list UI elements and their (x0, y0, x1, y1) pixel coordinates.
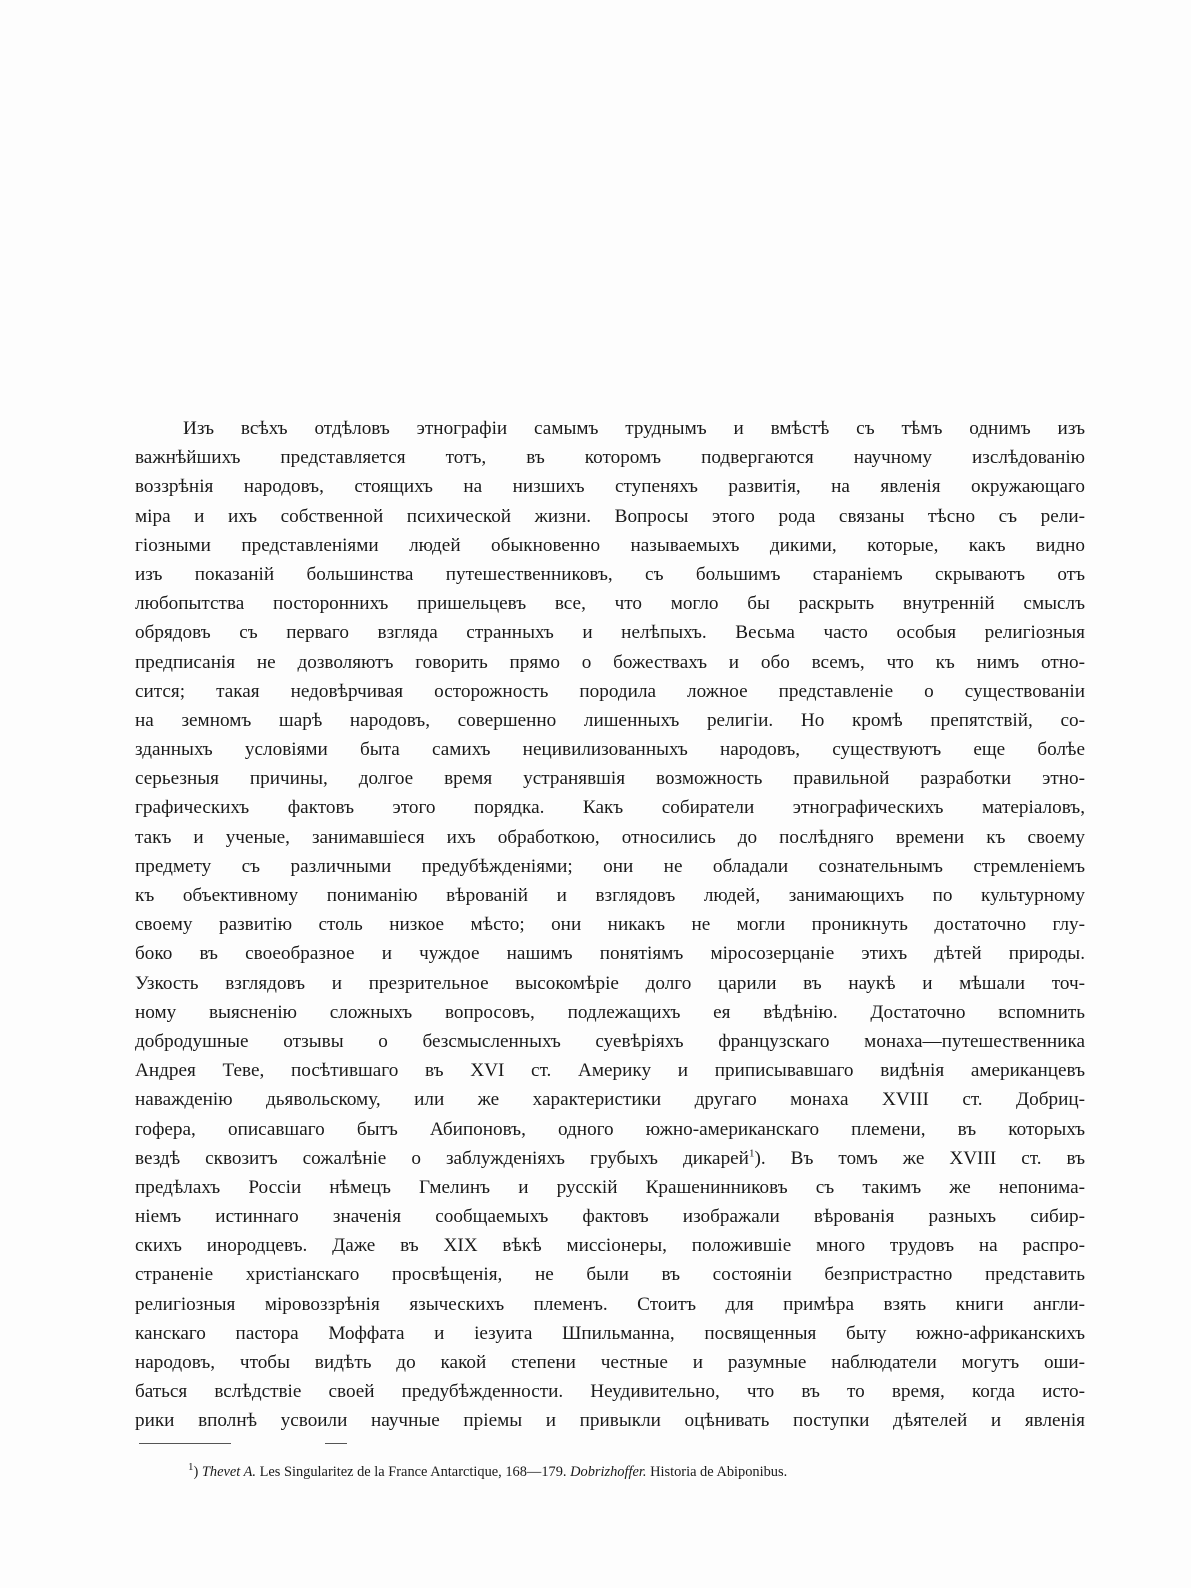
text-line: важнѣйшихъ представляется тотъ, въ которомъ подвергаются научному изслѣдованію (135, 447, 1085, 469)
footnote-author: Dobrizhoffer. (570, 1464, 647, 1480)
text-line: на земномъ шарѣ народовъ, совершенно лишенныхъ религіи. Но кромѣ препятствій, со- (135, 709, 1085, 731)
text-line: обрядовъ съ перваго взгляда странныхъ и нелѣпыхъ. Весьма часто особыя религіозныя (135, 622, 1085, 644)
footnote-work: Les Singularitez de la France Antarctique, 168—179. (259, 1464, 567, 1480)
footnote-ref[interactable]: 1 (748, 1147, 755, 1160)
text-line: рики вполнѣ усвоили научные пріемы и привыкли оцѣнивать поступки дѣятелей и явленія (135, 1410, 1085, 1432)
text-line: сится; такая недовѣрчивая осторожность породила ложное представленіе о существованіи (135, 680, 1085, 702)
footnote: $^1$) Thevet A. Les Singularitez de la France Antarctique, 168—179. Dobrizhoffer. Historia de Abiponibus. (188, 1461, 788, 1480)
text-line: наважденію дьявольскому, или же характеристики другаго монаха XVIII ст. Добриц- (135, 1089, 1085, 1111)
text-line: Узкость взглядовъ и презрительное высокомѣріе долго царили въ наукѣ и мѣшали точ- (135, 972, 1085, 994)
text-line: изъ показаній большинства путешественниковъ, съ большимъ стараніемъ скрываютъ отъ (135, 563, 1085, 585)
text-line-with-note (135, 1144, 1085, 1173)
text-line: гофера, описавшаго бытъ Абипоновъ, одного южно-американскаго племени, въ которыхъ (135, 1118, 1085, 1140)
footnote-divider (325, 1443, 347, 1444)
text-fragment: ). Въ томъ же XVIII ст. въ (754, 1147, 1085, 1169)
text-line: скихъ инородцевъ. Даже въ XIX вѣкѣ миссіонеры, положившіе много трудовъ на распро- (135, 1235, 1085, 1257)
text-line: такъ и ученые, занимавшіеся ихъ обработкою, относились до послѣдняго времени къ своему (135, 826, 1085, 848)
text-line: зданныхъ условіями быта самихъ нецивилизованныхъ народовъ, существуютъ еще болѣе (135, 739, 1085, 761)
footnote-author: Thevet A. (201, 1464, 256, 1480)
footnote-work: Historia de Abiponibus. (650, 1464, 788, 1480)
text-line: религіозныя міровоззрѣнія языческихъ племенъ. Стоитъ для примѣра взять книги англи- (135, 1293, 1085, 1315)
text-line: народовъ, чтобы видѣть до какой степени честные и разумные наблюдатели могутъ оши- (135, 1352, 1085, 1373)
text-line: Андрея Теве, посѣтившаго въ XVI ст. Америку и приписывавшаго видѣнія американцевъ (135, 1060, 1085, 1082)
text-line: Изъ всѣхъ отдѣловъ этнографіи самымъ труднымъ и вмѣстѣ съ тѣмъ однимъ изъ (183, 418, 1085, 439)
text-line: предписанія не дозволяютъ говорить прямо о божествахъ и обо всемъ, что къ нимъ отно- (135, 651, 1085, 673)
text-line: канскаго пастора Моффата и іезуита Шпильманна, посвященныя быту южно-африканскихъ (135, 1322, 1085, 1344)
text-fragment: вездѣ сквозитъ сожалѣніе о заблужденіяхъ грубыхъ дикарей (135, 1147, 749, 1169)
text-line: къ объективному пониманію вѣрованій и взглядовъ людей, занимающихъ по культурному (135, 885, 1085, 906)
text-line: предѣлахъ Россіи нѣмецъ Гмелинъ и русскій Крашенинниковъ съ такимъ же непонима- (135, 1176, 1085, 1198)
text-line: добродушные отзывы о безсмысленныхъ суевѣріяхъ французскаго монаха—путешественника (135, 1030, 1085, 1052)
text-line: ніемъ истиннаго значенія сообщаемыхъ фактовъ изображали вѣрованія разныхъ сибир- (135, 1206, 1085, 1228)
text-line: ному выясненію сложныхъ вопросовъ, подлежащихъ ея вѣдѣнію. Достаточно вспомнить (135, 1001, 1085, 1023)
body-text (135, 414, 1085, 1436)
text-line: воззрѣнія народовъ, стоящихъ на низшихъ ступеняхъ развитія, на явленія окружающаго (135, 476, 1085, 498)
text-line: міра и ихъ собственной психической жизни. Вопросы этого рода связаны тѣсно съ рели- (135, 505, 1085, 527)
text-line: баться вслѣдствіе своей предубѣжденности. Неудивительно, что въ то время, когда исто- (135, 1381, 1085, 1403)
text-line: графическихъ фактовъ этого порядка. Какъ собиратели этнографическихъ матеріаловъ, (135, 797, 1085, 819)
footnote-divider (139, 1443, 231, 1444)
text-line: гіозными представленіями людей обыкновенно называемыхъ дикими, которые, какъ видно (135, 534, 1085, 556)
text-line: предмету съ различными предубѣжденіями; они не обладали сознательнымъ стремленіемъ (135, 855, 1085, 877)
text-line: боко въ своеобразное и чуждое нашимъ понятіямъ міросозерцаніе этихъ дѣтей природы. (135, 943, 1085, 965)
footnote-mark: 1 (188, 1461, 194, 1474)
text-line: страненіе христіанскаго просвѣщенія, не были въ состояніи безпристрастно представить (135, 1264, 1085, 1286)
text-line: своему развитію столь низкое мѣсто; они никакъ не могли проникнуть достаточно глу- (135, 914, 1085, 936)
text-line: серьезныя причины, долгое время устранявшія возможность правильной разработки этно- (135, 768, 1085, 790)
text-line: любопытства постороннихъ пришельцевъ все, что могло бы раскрыть внутренній смыслъ (135, 593, 1085, 615)
